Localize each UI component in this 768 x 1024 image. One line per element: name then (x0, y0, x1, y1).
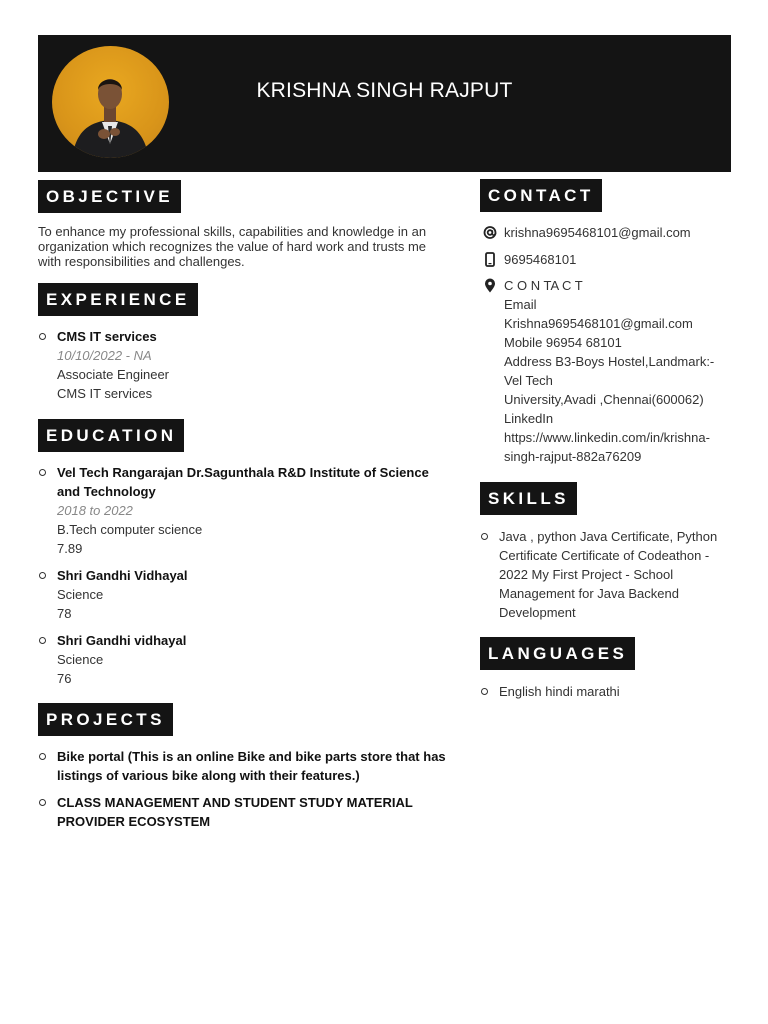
score: 78 (57, 606, 72, 621)
linkedin-url-cont[interactable]: singh-rajput-882a76209 (504, 449, 642, 464)
experience-heading: EXPERIENCE (38, 283, 198, 316)
degree: Science (57, 587, 104, 602)
education-dates: 2018 to 2022 (57, 503, 133, 518)
map-pin-icon (483, 278, 497, 293)
linkedin-url[interactable]: https://www.linkedin.com/in/krishna- (504, 430, 710, 445)
address-line: C O N TA C T (504, 278, 583, 293)
score: 7.89 (57, 541, 83, 556)
education-list (38, 463, 450, 688)
candidate-name: KRISHNA SINGH RAJPUT (256, 79, 513, 102)
address-line: Krishna9695468101@gmail.com (504, 316, 693, 331)
employer: CMS IT services (57, 386, 153, 401)
education-item (38, 631, 450, 688)
languages-heading: LANGUAGES (480, 637, 635, 670)
address-line: University,Avadi ,Chennai(600062) (504, 392, 704, 407)
contact-heading: CONTACT (480, 179, 602, 212)
objective-text: To enhance my professional skills, capabilities and knowledge in an organization which recognizes the value of hard work and trusts me with responsibilities and challenges. (38, 224, 427, 269)
experience-list (38, 327, 448, 403)
contact-phone[interactable]: 9695468101 (504, 252, 577, 267)
project-title: Bike portal (This is an online Bike and bike parts store that has listings of various bike along with their features.) (57, 749, 446, 783)
project-item (38, 747, 448, 785)
mobile-phone-icon (483, 252, 497, 267)
score: 76 (57, 671, 72, 686)
language-item: English hindi marathi (480, 682, 730, 701)
projects-heading: PROJECTS (38, 703, 173, 736)
experience-item (38, 327, 448, 403)
project-item (38, 793, 448, 831)
education-item (38, 463, 450, 558)
school-name: Shri Gandhi Vidhayal (57, 568, 188, 583)
projects-list (38, 747, 448, 831)
education-heading: EDUCATION (38, 419, 184, 452)
address-line: Vel Tech (504, 373, 553, 388)
contact-address (504, 276, 734, 466)
skills-heading: SKILLS (480, 482, 577, 515)
at-sign-icon (483, 225, 497, 240)
education-item (38, 566, 450, 623)
employment-dates: 10/10/2022 - NA (57, 348, 152, 363)
objective-heading: OBJECTIVE (38, 180, 181, 213)
languages-list (480, 682, 730, 701)
address-line: Mobile 96954 68101 (504, 335, 622, 350)
address-line: Email (504, 297, 537, 312)
degree: B.Tech computer science (57, 522, 203, 537)
degree: Science (57, 652, 104, 667)
address-line: LinkedIn (504, 411, 554, 426)
skill-item: Java , python Java Certificate, Python Certificate Certificate of Codeathon - 2022 My First Project - School Management for Java Backend Development (480, 527, 730, 622)
company-name: CMS IT services (57, 329, 157, 344)
school-name: Vel Tech Rangarajan Dr.Sagunthala R&D Institute of Science and Technology (57, 465, 429, 499)
school-name: Shri Gandhi vidhayal (57, 633, 187, 648)
job-role: Associate Engineer (57, 367, 170, 382)
contact-email[interactable]: krishna9695468101@gmail.com (504, 225, 691, 240)
address-line: Address B3-Boys Hostel,Landmark:- (504, 354, 715, 369)
resume-header (38, 35, 731, 172)
skills-list (480, 527, 730, 622)
project-title: CLASS MANAGEMENT AND STUDENT STUDY MATERIAL PROVIDER ECOSYSTEM (57, 795, 413, 829)
